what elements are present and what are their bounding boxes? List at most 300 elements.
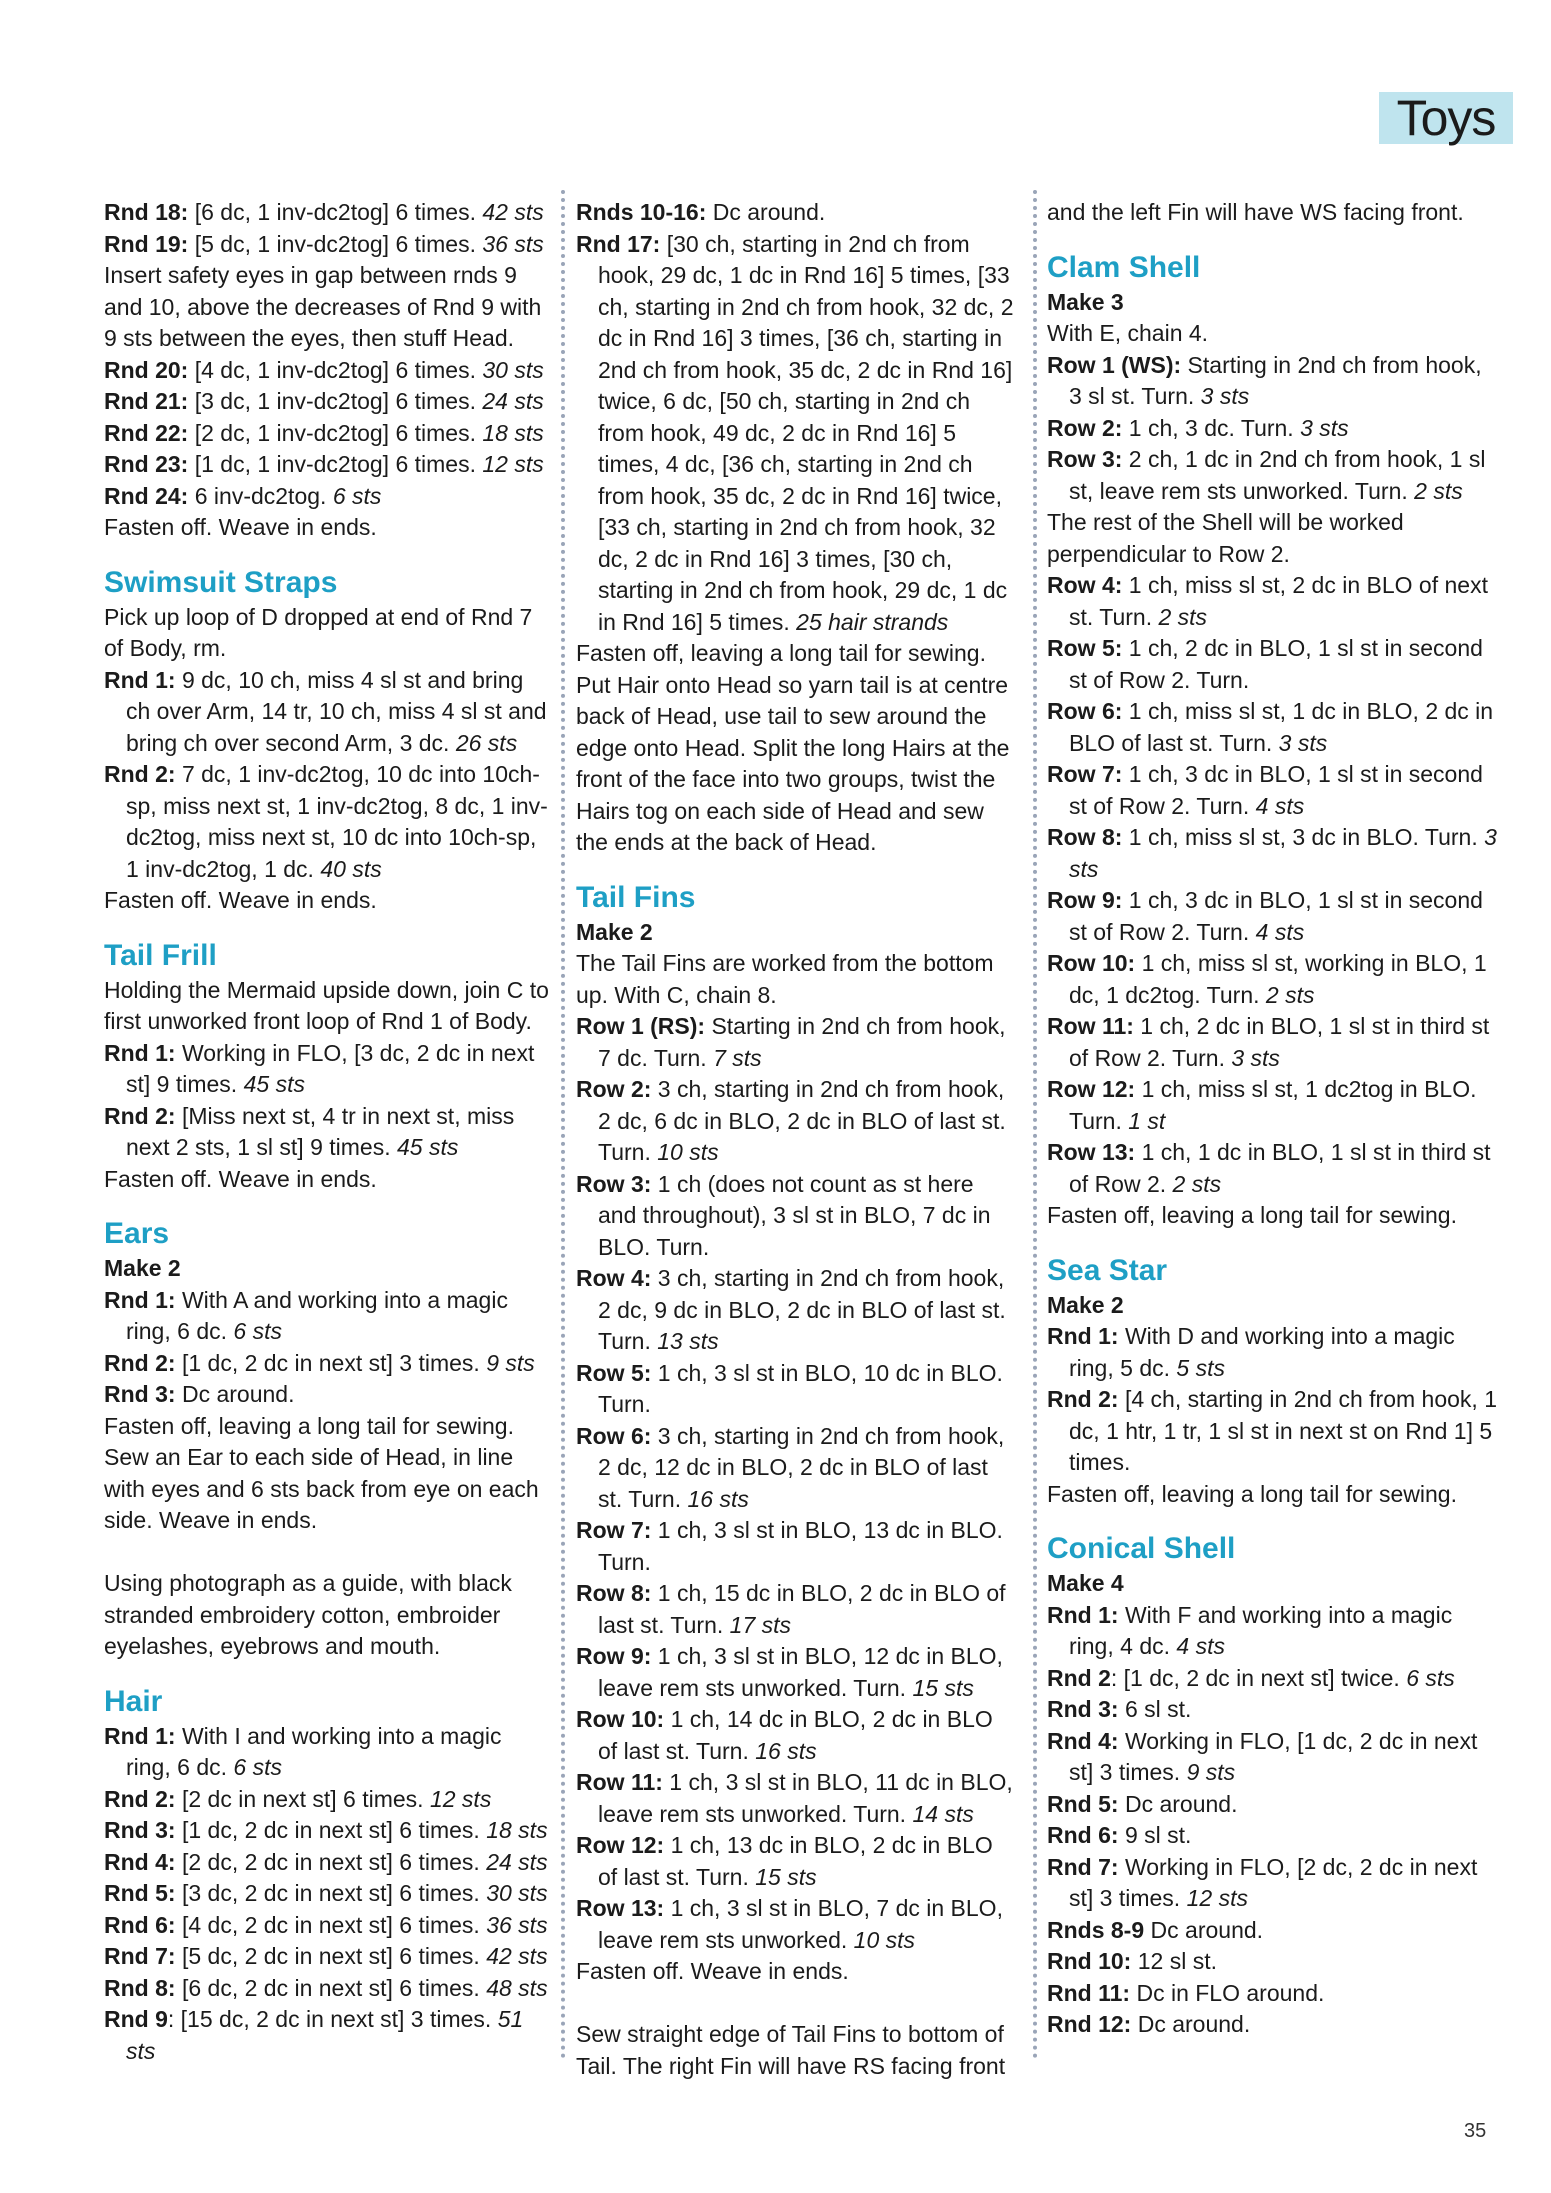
row-text: [5 dc, 2 dc in next st] 6 times. [175,1943,487,1969]
stitch-count: 10 sts [657,1139,719,1165]
row-text: Fasten off. Weave in ends. [104,514,377,540]
row-text: Starting in 2nd ch from hook, 3 sl st. Turn. [1069,351,1482,409]
row-label: Row 9: [1047,887,1123,913]
row-text: 1 ch, 3 sl st in BLO, 7 dc in BLO, leave rem sts unworked. [598,1895,1003,1953]
instruction-text [104,1411,550,1537]
instruction-row [1047,1946,1497,1978]
instruction-row [104,1721,550,1784]
instruction-row [104,481,550,513]
row-text: 1 ch, miss sl st, 1 dc2tog in BLO. Turn. [1069,1076,1477,1134]
row-text: Holding the Mermaid upside down, join C to first unworked front loop of Rnd 1 of Body. [104,976,549,1034]
instruction-row [576,229,1016,639]
row-text: 2 ch, 1 dc in 2nd ch from hook, 1 sl st, leave rem sts unworked. Turn. [1069,446,1486,504]
row-text: Dc around. [1144,1916,1264,1943]
stitch-count: 15 sts [755,1863,817,1890]
row-text: 3 ch, starting in 2nd ch from hook, 2 dc, 9 dc in BLO, 2 dc in BLO of last st. Turn. [598,1265,1006,1354]
stitch-count: 6 sts [1406,1664,1455,1691]
row-text: With I and working into a magic ring, 6 dc. [126,1722,502,1780]
instruction-text [1047,318,1497,350]
column-divider [561,190,565,2060]
row-label: Rnd 6: [104,1911,176,1938]
row-text: [5 dc, 1 inv-dc2tog] 6 times. [188,230,483,257]
row-text: 1 ch, miss sl st, working in BLO, 1 dc, 1 dc2tog. Turn. [1069,950,1487,1008]
row-label: Rnd 2: [104,1102,176,1129]
row-label: Rnd 20: [104,356,189,383]
row-label: Rnd 22: [104,419,189,446]
row-label: Rnd 3: [104,1817,176,1843]
row-text: 1 ch, 3 sl st in BLO, 10 dc in BLO. Turn. [598,1359,1003,1417]
row-label: Rnd 5: [1047,1790,1119,1817]
row-label: Row 10: [1047,950,1136,976]
row-text: [6 dc, 1 inv-dc2tog] 6 times. [188,199,483,225]
section-spacer [1047,1510,1497,1530]
stitch-count: 24 sts [486,1848,548,1875]
instruction-row [1047,1384,1497,1479]
row-label: Row 2: [576,1076,652,1102]
stitch-count: 4 sts [1255,792,1305,819]
row-label: Rnd 1: [104,666,176,693]
instruction-text [576,948,1016,1011]
instruction-row [104,1847,550,1879]
row-label: Row 13: [576,1895,665,1921]
instruction-row [104,418,550,450]
instruction-row [1047,822,1497,885]
instruction-row [1047,1726,1497,1789]
stitch-count: 18 sts [482,419,544,446]
row-text: 3 ch, starting in 2nd ch from hook, 2 dc, 6 dc in BLO, 2 dc in BLO of last st. Turn. [598,1076,1006,1165]
section-title: Toys [1396,90,1496,146]
paragraph-gap [104,1537,550,1569]
section-spacer [104,544,550,564]
row-label: Rnd 24: [104,482,189,509]
section-heading: Tail Frill [104,938,217,972]
row-label: Row 5: [576,1359,652,1386]
stitch-count: 2 sts [1158,603,1208,630]
row-text: With A and working into a magic ring, 6 dc. [126,1286,508,1344]
row-text: Fasten off, leaving a long tail for sewing. [1047,1480,1457,1507]
column-3 [1047,197,1497,2041]
instruction-row [1047,1011,1497,1074]
row-label: Rnd 12: [1047,2011,1132,2037]
row-text: 6 inv-dc2tog. [188,482,333,509]
row-label: Rnd 21: [104,388,189,414]
row-label: Rnd 3: [1047,1696,1119,1722]
instruction-row [576,197,1016,229]
row-text: 1 ch, 3 sl st in BLO, 11 dc in BLO, leave rem sts unworked. Turn. [598,1769,1013,1827]
row-text: Fasten off, leaving a long tail for sewing. [1047,1202,1457,1228]
instruction-row [1047,1915,1497,1947]
row-text: 3 ch, starting in 2nd ch from hook, 2 dc, 12 dc in BLO, 2 dc in BLO of last st. Turn. [598,1422,1005,1512]
instruction-row [104,1941,550,1973]
row-label: Row 1 (RS): [576,1013,706,1039]
row-text: With D and working into a magic ring, 5 dc. [1069,1323,1455,1381]
stitch-count: 30 sts [486,1880,548,1906]
row-label: Row 13: [1047,1139,1136,1165]
stitch-count: 14 sts [912,1800,974,1827]
row-text: The rest of the Shell will be worked perpendicular to Row 2. [1047,509,1404,567]
stitch-count: 3 sts [1300,414,1349,441]
instruction-row [104,1910,550,1942]
instruction-row [1047,1137,1497,1200]
row-text: [2 dc, 2 dc in next st] 6 times. [175,1848,487,1875]
row-text: 1 ch, 3 sl st in BLO, 13 dc in BLO. Turn. [598,1517,1003,1575]
section-heading: Tail Fins [576,880,696,914]
row-text: Working in FLO, [3 dc, 2 dc in next st] 9 times. [126,1039,535,1097]
row-label: Row 8: [576,1580,652,1606]
instruction-row [576,1641,1016,1704]
row-text: 1 ch, 3 sl st in BLO, 12 dc in BLO, leave rem sts unworked. Turn. [598,1643,1003,1701]
instruction-row [1047,1663,1497,1695]
row-text: 12 sl st. [1131,1948,1217,1974]
row-text: : [1 dc, 2 dc in next st] twice. [1110,1664,1407,1691]
row-text: The Tail Fins are worked from the bottom up. With C, chain 8. [576,950,994,1008]
row-text: 1 ch, 2 dc in BLO, 1 sl st in second st of Row 2. Turn. [1069,635,1483,693]
instruction-row [1047,1789,1497,1821]
row-text: Dc around. [1118,1790,1238,1817]
row-text: Working in FLO, [2 dc, 2 dc in next st] 3 times. [1069,1853,1478,1911]
section-spacer [1047,1232,1497,1252]
instruction-row [1047,759,1497,822]
stitch-count: 16 sts [687,1485,749,1512]
stitch-count: 13 sts [657,1328,719,1354]
row-text: With E, chain 4. [1047,320,1209,346]
row-label: Rnd 2 [1047,1664,1111,1691]
instruction-row [104,386,550,418]
instruction-row [576,1263,1016,1358]
instruction-row [104,1038,550,1101]
section-heading: Swimsuit Straps [104,565,338,599]
row-text: Dc around. [1131,2011,1251,2037]
instruction-row [104,449,550,481]
row-label: Row 6: [1047,698,1123,724]
section-heading: Conical Shell [1047,1532,1236,1565]
section-spacer [576,859,1016,879]
row-text: [4 ch, starting in 2nd ch from hook, 1 dc, 1 htr, 1 tr, 1 sl st in next st on Rnd 1] 5 times. [1069,1386,1497,1475]
instruction-row [104,197,550,229]
instruction-row [1047,633,1497,696]
instruction-row [104,1815,550,1847]
row-label: Rnd 17: [576,230,661,257]
row-text: 1 ch, 13 dc in BLO, 2 dc in BLO of last st. Turn. [598,1832,993,1890]
stitch-count: 16 sts [755,1737,817,1764]
stitch-count: 7 sts [713,1044,762,1071]
stitch-count: 4 sts [1176,1633,1225,1659]
row-text: 6 sl st. [1118,1696,1192,1722]
column-2 [576,197,1016,2082]
stitch-count: 2 sts [1172,1170,1222,1197]
row-label: Rnd 7: [1047,1853,1119,1880]
instruction-row [576,1074,1016,1169]
instruction-row [1047,885,1497,948]
page-number: 35 [1464,2120,1487,2142]
section-spacer [104,1195,550,1215]
stitch-count: 3 sts [1278,729,1328,756]
row-label: Rnd 11: [1047,1979,1131,2006]
instruction-row [104,1878,550,1910]
row-label: Rnd 4: [104,1848,176,1875]
instruction-row [104,759,550,885]
stitch-count: 12 sts [1186,1885,1248,1911]
row-label: Rnd 1: [1047,1601,1119,1628]
stitch-count: 2 sts [1414,477,1463,504]
instruction-text [104,975,550,1038]
stitch-count: 12 sts [482,451,544,477]
row-text: 9 sl st. [1118,1822,1192,1848]
row-text: [1 dc, 2 dc in next st] 6 times. [175,1817,487,1843]
row-label: Row 4: [1047,572,1123,598]
row-text: [Miss next st, 4 tr in next st, miss next 2 sts, 1 sl st] 9 times. [126,1102,515,1160]
stitch-count: 3 sts [1200,383,1250,409]
row-text: [2 dc in next st] 6 times. [175,1785,430,1812]
row-label: Row 3: [576,1170,652,1197]
stitch-count: 42 sts [482,199,544,225]
stitch-count: 25 hair strands [796,608,949,635]
row-label: Rnd 1: [1047,1323,1119,1349]
row-text: Starting in 2nd ch from hook, 7 dc. Turn. [598,1013,1006,1071]
row-text: [30 ch, starting in 2nd ch from hook, 29 dc, 1 dc in Rnd 16] 5 times, [33 ch, starting in 2nd ch from hook, 32 dc, 2 dc in Rnd 16] 3 times, [36 ch, starting in 2nd ch from hook, 35 dc, 2 dc in Rnd 16] twice, 6 dc, [50 ch, starting in 2nd ch from hook, 49 dc, 2 dc in Rnd 16] 5 times, 4 dc, [36 ch, starting in 2nd ch from hook, 35 dc, 2 dc in Rnd 16] twice, [33 ch, starting in 2nd ch from hook, 32 dc, 2 dc in Rnd 16] 3 times, [30 ch, starting in 2nd ch from hook, 29 dc, 1 dc in Rnd 16] 5 times. [598,230,1014,635]
instruction-row [576,1421,1016,1516]
instruction-row [1047,570,1497,633]
row-label: Row 5: [1047,635,1123,661]
row-text: Fasten off. Weave in ends. [104,887,377,913]
section-heading: Sea Star [1047,1253,1168,1287]
stitch-count: 40 sts [320,855,382,882]
section-tab [1379,92,1513,144]
stitch-count: 6 sts [332,482,382,509]
instruction-row [576,1893,1016,1956]
section-spacer [1047,229,1497,249]
row-text: Insert safety eyes in gap between rnds 9 and 10, above the decreases of Rnd 9 with 9 sts between the eyes, then stuff Head. [104,262,542,351]
instruction-row [576,1578,1016,1641]
instruction-text [576,1956,1016,1988]
section-heading: Ears [104,1217,170,1250]
instruction-row [576,1011,1016,1074]
instruction-text [576,2019,1016,2082]
row-text: Fasten off. Weave in ends. [104,1165,377,1192]
instruction-row [104,355,550,387]
instruction-row [104,665,550,760]
stitch-count: 4 sts [1255,918,1305,945]
instruction-row [1047,444,1497,507]
row-label: Rnd 5: [104,1880,176,1906]
row-label: Rnd 7: [104,1943,176,1969]
row-label: Rnds 10-16: [576,199,707,225]
row-text: 1 ch, miss sl st, 1 dc in BLO, 2 dc in BLO of last st. Turn. [1069,698,1494,756]
instruction-text [1047,1200,1497,1232]
instruction-row [1047,696,1497,759]
instruction-row [1047,1852,1497,1915]
row-label: Rnd 6: [1047,1822,1119,1848]
row-label: Rnd 10: [1047,1948,1132,1974]
row-label: Row 7: [576,1517,652,1543]
row-text: 1 ch, 14 dc in BLO, 2 dc in BLO of last st. Turn. [598,1706,993,1764]
row-text: Dc around. [175,1381,295,1407]
stitch-count: 36 sts [486,1911,548,1938]
instruction-text [1047,197,1497,229]
row-text: [4 dc, 1 inv-dc2tog] 6 times. [188,356,483,383]
instruction-row [1047,1694,1497,1726]
row-text: Fasten off, leaving a long tail for sewing. Sew an Ear to each side of Head, in line with eyes and 6 sts back from eye on each side. Weave in ends. [104,1412,539,1533]
row-label: Rnd 2: [104,1785,176,1812]
make-count: Make 2 [104,1255,181,1281]
paragraph-gap [576,1988,1016,2020]
row-text: 1 ch, 2 dc in BLO, 1 sl st in third st of Row 2. Turn. [1069,1013,1490,1071]
column-1 [104,197,550,2067]
stitch-count: 2 sts [1265,981,1315,1008]
instruction-row [1047,413,1497,445]
stitch-count: 3 sts [1069,824,1497,882]
section-heading: Clam Shell [1047,250,1201,284]
instruction-row [104,229,550,261]
row-text: 1 ch, 3 dc. Turn. [1122,414,1301,441]
row-label: Rnd 9 [104,2006,168,2032]
section-spacer [104,917,550,937]
instruction-row [1047,1321,1497,1384]
instruction-row [104,1348,550,1380]
row-label: Rnd 2: [104,761,176,787]
stitch-count: 48 sts [486,1974,548,2001]
stitch-count: 6 sts [233,1318,282,1344]
row-label: Row 8: [1047,824,1123,850]
row-text: 1 ch, 15 dc in BLO, 2 dc in BLO of last st. Turn. [598,1580,1006,1638]
row-text: Fasten off, leaving a long tail for sewing. Put Hair onto Head so yarn tail is at centre back of Head, use tail to sew around the edge onto Head. Split the long Hairs at the front of the face into two groups, twist the Hairs tog on each side of Head and sew the ends at the back of Head. [576,640,1010,855]
stitch-count: 3 sts [1231,1044,1280,1071]
row-label: Rnd 1: [104,1286,176,1313]
stitch-count: 42 sts [486,1943,548,1969]
row-label: Row 6: [576,1422,652,1449]
instruction-text [576,638,1016,859]
stitch-count: 26 sts [455,729,518,756]
instruction-row [1047,1820,1497,1852]
row-label: Row 3: [1047,446,1123,472]
instruction-row [1047,350,1497,413]
stitch-count: 15 sts [912,1674,974,1701]
stitch-count: 6 sts [233,1754,282,1780]
row-text: : [15 dc, 2 dc in next st] 3 times. [167,2006,498,2032]
row-label: Rnd 19: [104,230,189,257]
instruction-text [104,512,550,544]
row-label: Rnd 8: [104,1974,176,2001]
row-text: 7 dc, 1 inv-dc2tog, 10 dc into 10ch-sp, miss next st, 1 inv-dc2tog, 8 dc, 1 inv-dc2tog, miss next st, 10 dc into 10ch-sp, 1 inv-dc2tog, 1 dc. [126,761,548,882]
row-label: Rnd 4: [1047,1727,1119,1754]
row-label: Row 12: [1047,1076,1136,1102]
row-text: 1 ch, miss sl st, 3 dc in BLO. Turn. [1122,824,1485,850]
row-label: Rnd 2: [1047,1386,1119,1412]
row-label: Rnd 23: [104,451,189,477]
row-text: 9 dc, 10 ch, miss 4 sl st and bring ch over Arm, 14 tr, 10 ch, miss 4 sl st and bring ch over second Arm, 3 dc. [126,666,547,756]
row-label: Rnd 3: [104,1381,176,1407]
instruction-text [1047,507,1497,570]
row-text: [1 dc, 2 dc in next st] 3 times. [175,1349,487,1376]
instruction-text [104,602,550,665]
instruction-row [1047,1978,1497,2010]
instruction-row [576,1704,1016,1767]
row-label: Rnds 8-9 [1047,1916,1145,1943]
instruction-text [104,1164,550,1196]
row-text: and the left Fin will have WS facing front. [1047,199,1464,225]
row-text: 1 ch, 3 dc in BLO, 1 sl st in second st of Row 2. Turn. [1069,761,1483,819]
make-count: Make 2 [576,918,653,945]
row-label: Rnd 2: [104,1349,176,1376]
row-text: With F and working into a magic ring, 4 dc. [1069,1601,1453,1659]
stitch-count: 24 sts [482,388,544,414]
row-text: [3 dc, 1 inv-dc2tog] 6 times. [188,388,483,414]
row-text: Dc around. [706,199,826,225]
stitch-count: 36 sts [482,230,544,257]
row-text: [6 dc, 2 dc in next st] 6 times. [175,1974,487,2001]
row-label: Row 7: [1047,761,1123,787]
instruction-row [104,1379,550,1411]
column-divider [1033,190,1037,2060]
row-label: Row 1 (WS): [1047,351,1182,378]
instruction-row [1047,2009,1497,2041]
row-text: 1 ch (does not count as st here and throughout), 3 sl st in BLO, 7 dc in BLO. Turn. [598,1170,991,1260]
stitch-count: 9 sts [486,1349,535,1376]
row-label: Row 11: [1047,1013,1134,1039]
row-text: Dc in FLO around. [1130,1979,1325,2006]
stitch-count: 12 sts [429,1785,492,1812]
stitch-count: 51 sts [126,2006,524,2064]
section-heading: Hair [104,1684,163,1718]
row-text: Using photograph as a guide, with black stranded embroidery cotton, embroider eyelashes, eyebrows and mouth. [104,1570,512,1659]
instruction-row [104,2004,550,2067]
stitch-count: 30 sts [482,356,544,383]
row-text: [3 dc, 2 dc in next st] 6 times. [175,1880,487,1906]
row-text: 1 ch, 1 dc in BLO, 1 sl st in third st of Row 2. [1069,1139,1491,1197]
row-text: Working in FLO, [1 dc, 2 dc in next st] 3 times. [1069,1727,1478,1785]
instruction-row [1047,948,1497,1011]
row-text: Pick up loop of D dropped at end of Rnd 7 of Body, rm. [104,603,533,661]
instruction-row [576,1767,1016,1830]
row-text: 1 ch, 3 dc in BLO, 1 sl st in second st of Row 2. Turn. [1069,887,1483,945]
instruction-text [104,1568,550,1663]
instruction-row [576,1515,1016,1578]
stitch-count: 10 sts [853,1926,916,1953]
section-spacer [104,1663,550,1683]
stitch-count: 1 st [1128,1107,1166,1134]
row-label: Row 11: [576,1769,663,1795]
stitch-count: 45 sts [243,1071,305,1097]
row-label: Rnd 1: [104,1722,176,1749]
stitch-count: 18 sts [486,1817,548,1843]
instruction-text [104,260,550,355]
row-text: [2 dc, 1 inv-dc2tog] 6 times. [188,419,483,446]
row-text: Sew straight edge of Tail Fins to bottom of Tail. The right Fin will have RS facing front [576,2021,1006,2079]
row-label: Row 2: [1047,414,1123,441]
make-count: Make 4 [1047,1570,1124,1596]
instruction-row [104,1973,550,2005]
row-label: Row 9: [576,1643,652,1669]
instruction-row [104,1101,550,1164]
row-label: Rnd 18: [104,199,189,225]
stitch-count: 5 sts [1176,1354,1225,1381]
instruction-row [576,1169,1016,1264]
row-label: Rnd 1: [104,1039,176,1066]
instruction-row [104,1784,550,1816]
instruction-text [104,885,550,917]
row-text: [1 dc, 1 inv-dc2tog] 6 times. [188,451,483,477]
row-label: Row 10: [576,1706,665,1732]
stitch-count: 9 sts [1186,1759,1236,1785]
row-text: [4 dc, 2 dc in next st] 6 times. [175,1911,487,1938]
instruction-row [104,1285,550,1348]
make-count: Make 3 [1047,288,1124,315]
instruction-row [576,1830,1016,1893]
instruction-row [1047,1074,1497,1137]
row-label: Row 12: [576,1832,665,1858]
instruction-text [1047,1479,1497,1511]
stitch-count: 17 sts [729,1611,792,1638]
